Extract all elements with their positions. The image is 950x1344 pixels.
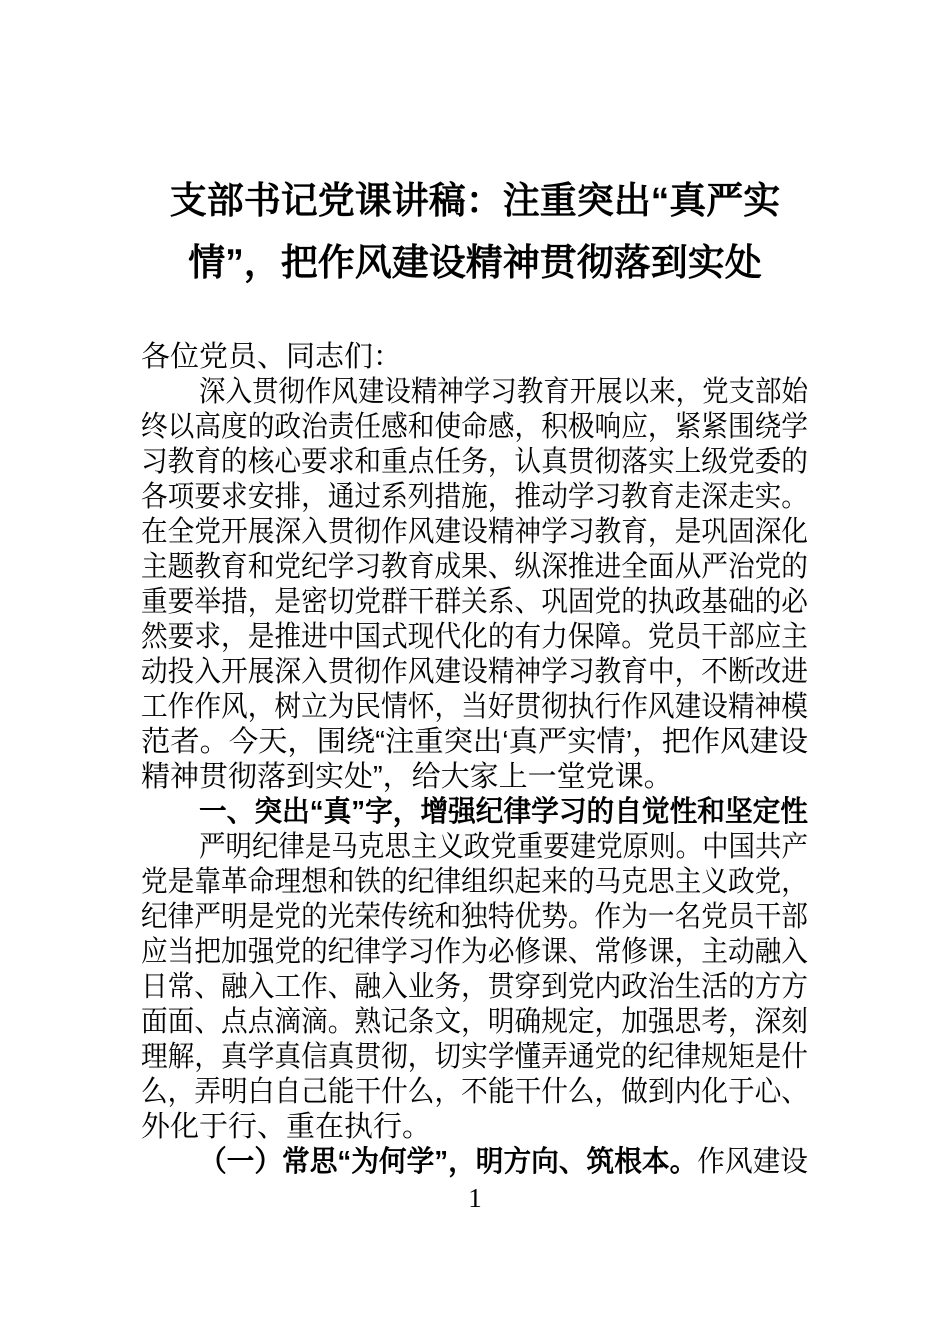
- text-line-content: [141, 1110, 431, 1145]
- text-segment: 各项要求安排，通过系列措施，推动学习教育走深走实。: [141, 481, 808, 513]
- text-line-content: [141, 340, 402, 375]
- text-segment: 党是靠革命理想和铁的纪律组织起来的马克思主义政党，: [141, 866, 808, 898]
- text-line: [141, 1040, 808, 1075]
- text-line: [141, 445, 808, 480]
- text-line: [141, 865, 808, 900]
- text-segment: 重要举措，是密切党群干群关系、巩固党的执政基础的必: [141, 586, 808, 618]
- text-line-content: [141, 585, 808, 620]
- text-line-content: [199, 375, 808, 410]
- text-line: [141, 515, 808, 550]
- text-line: [141, 375, 808, 410]
- text-segment: 一、突出“真”字，增强纪律学习的自觉性和坚定性: [199, 796, 808, 828]
- text-line: [141, 970, 808, 1005]
- document-body: [141, 340, 808, 1180]
- text-line: [141, 795, 808, 830]
- text-line-content: [141, 620, 808, 655]
- text-segment: 日常、融入工作、融入业务，贯穿到党内政治生活的方方: [141, 971, 808, 1003]
- text-line: [141, 690, 808, 725]
- text-segment: 习教育的核心要求和重点任务，认真贯彻落实上级党委的: [141, 446, 808, 478]
- title-line: [45, 170, 905, 232]
- text-segment: 精神贯彻落到实处”，给大家上一堂党课。: [141, 761, 673, 793]
- text-line-content: [141, 865, 808, 900]
- text-line-content: [141, 515, 808, 550]
- text-line: [141, 1005, 808, 1040]
- text-line: [141, 585, 808, 620]
- text-segment: 纪律严明是党的光荣传统和独特优势。作为一名党员干部: [141, 901, 808, 933]
- text-segment: 工作作风，树立为民情怀，当好贯彻执行作风建设精神模: [141, 691, 808, 723]
- text-line: [141, 830, 808, 865]
- text-segment: 作风建设: [697, 1146, 808, 1178]
- title-line-text: 情”，把作风建设精神贯彻落到实处: [188, 242, 762, 283]
- text-segment: 主题教育和党纪学习教育成果、纵深推进全面从严治党的: [141, 551, 808, 583]
- text-segment: 动投入开展深入贯彻作风建设精神学习教育中，不断改进: [141, 656, 808, 688]
- text-line: [141, 480, 808, 515]
- document-title: [45, 170, 905, 294]
- text-segment: 深入贯彻作风建设精神学习教育开展以来，党支部始: [199, 376, 808, 408]
- title-line: [45, 232, 905, 294]
- text-line-content: [141, 1040, 808, 1075]
- text-line-content: [141, 655, 808, 690]
- text-line-content: [199, 795, 808, 830]
- text-segment: 面面、点点滴滴。熟记条文，明确规定，加强思考，深刻: [141, 1006, 808, 1038]
- text-segment: 终以高度的政治责任感和使命感，积极响应，紧紧围绕学: [141, 411, 808, 443]
- text-line-content: [141, 445, 808, 480]
- text-line-content: [141, 970, 808, 1005]
- text-line: [141, 935, 808, 970]
- text-segment: 外化于行、重在执行。: [141, 1111, 432, 1143]
- text-segment: 严明纪律是马克思主义政党重要建党原则。中国共产: [199, 831, 808, 863]
- text-line-content: [141, 725, 808, 760]
- text-segment: 然要求，是推进中国式现代化的有力保障。党员干部应主: [141, 621, 808, 653]
- text-line: [141, 1145, 808, 1180]
- text-line-content: [141, 1005, 808, 1040]
- text-line-content: [199, 1145, 808, 1180]
- text-line: [141, 410, 808, 445]
- text-line: [141, 1075, 808, 1110]
- title-line-text: 支部书记党课讲稿：注重突出“真严实: [169, 180, 781, 221]
- text-line-content: [141, 550, 808, 585]
- text-segment: 么，弄明白自己能干什么，不能干什么，做到内化于心、: [141, 1076, 808, 1108]
- text-line: [141, 340, 808, 375]
- text-segment: 各位党员、同志们：: [141, 341, 403, 373]
- text-line-content: [141, 935, 808, 970]
- page-number: 1: [468, 1183, 482, 1213]
- text-line: [141, 900, 808, 935]
- text-segment: （一）常思“为何学”，明方向、筑根本。: [199, 1146, 698, 1178]
- text-line-content: [141, 480, 808, 515]
- text-segment: 理解，真学真信真贯彻，切实学懂弄通党的纪律规矩是什: [141, 1041, 808, 1073]
- text-line: [141, 725, 808, 760]
- text-line: [141, 655, 808, 690]
- text-segment: 在全党开展深入贯彻作风建设精神学习教育，是巩固深化: [141, 516, 808, 548]
- text-line-content: [141, 1075, 808, 1110]
- text-line: [141, 760, 808, 795]
- text-line-content: [141, 410, 808, 445]
- text-line: [141, 620, 808, 655]
- text-line-content: [141, 900, 808, 935]
- text-line-content: [141, 690, 808, 725]
- text-segment: 范者。今天，围绕“注重突出‘真严实情’，把作风建设: [141, 726, 808, 758]
- text-line: [141, 550, 808, 585]
- text-line: [141, 1110, 808, 1145]
- text-line-content: [199, 830, 808, 865]
- text-line-content: [141, 760, 673, 795]
- text-segment: 应当把加强党的纪律学习作为必修课、常修课，主动融入: [141, 936, 808, 968]
